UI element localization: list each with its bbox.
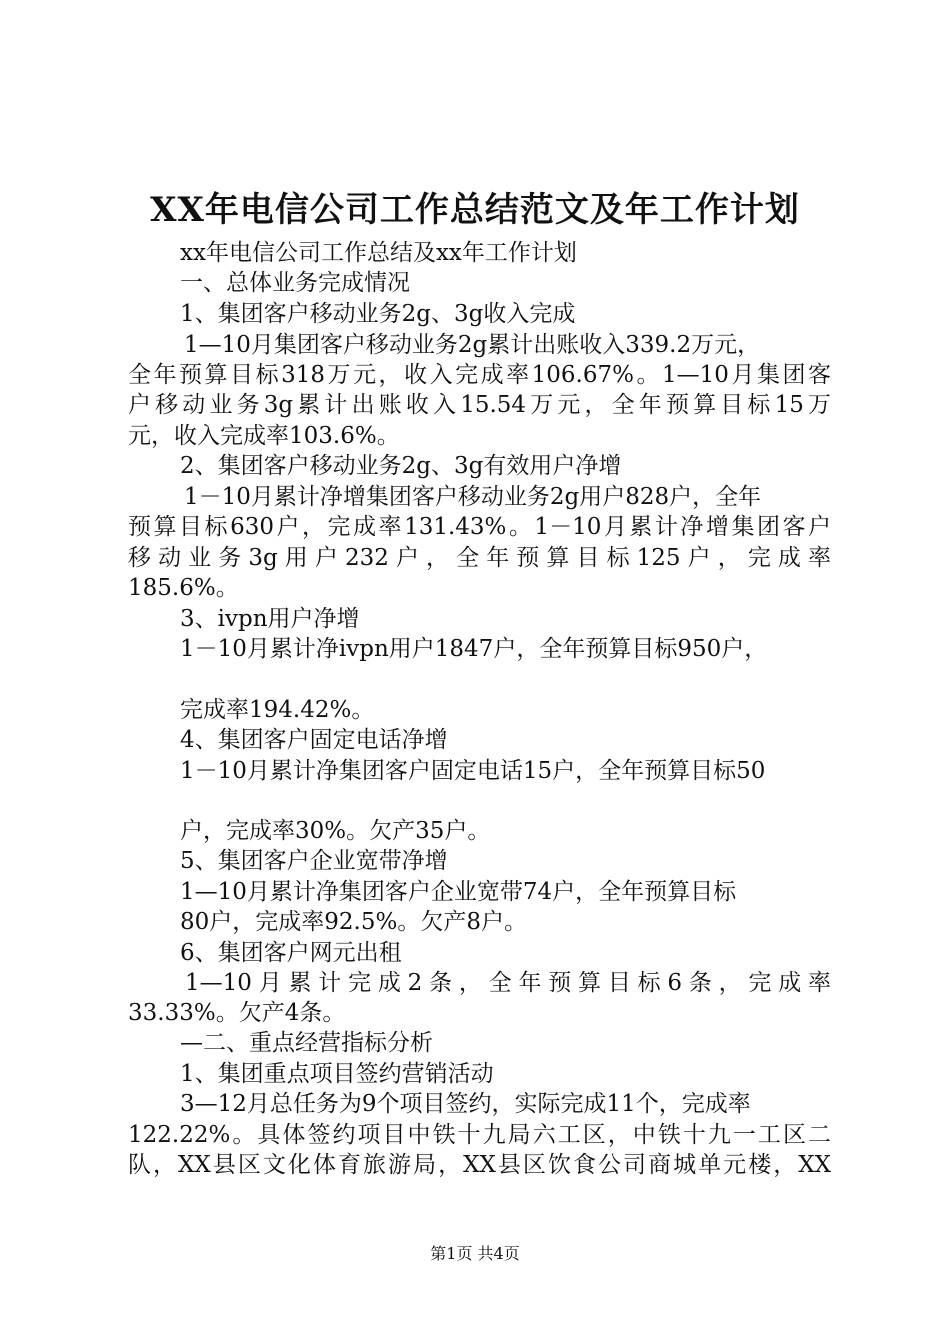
document-title: XX年电信公司工作总结范文及年工作计划 [150,190,800,230]
subtitle-line: xx年电信公司工作总结及xx年工作计划 [180,240,577,266]
item-heading: 1、集团客户移动业务2g、3g收入完成 [180,301,576,327]
paragraph-line: 1—10月集团客户移动业务2g累计出账收入339.2万元， [184,332,761,358]
section-heading: —二、重点经营指标分析 [180,1030,433,1056]
paragraph-line: 元，收入完成率103.6%。 [128,423,400,449]
item-heading: 3、ivpn用户净增 [180,606,360,632]
paragraph-line: 1—10月累计净集团客户企业宽带74户，全年预算目标 [180,879,737,905]
item-heading: 5、集团客户企业宽带净增 [180,848,448,874]
paragraph-line: 80户，完成率92.5%。欠产8户。 [180,909,527,935]
paragraph-line: 122.22%。具体签约项目中铁十九局六工区，中铁十九一工区二 [128,1122,831,1148]
paragraph-line: 185.6%。 [128,575,239,601]
paragraph-line: 全年预算目标318万元，收入完成率106.67%。1—10月集团客 [128,362,831,388]
paragraph-line: 1－10月累计净ivpn用户1847户，全年预算目标950户， [180,636,768,662]
item-heading: 1、集团重点项目签约营销活动 [180,1061,494,1087]
paragraph-line: 1—10月累计完成2条，全年预算目标6条，完成率 [185,970,831,996]
item-heading: 4、集团客户固定电话净增 [180,727,448,753]
page-number-footer: 第1页 共4页 [430,1244,520,1263]
section-heading: 一、总体业务完成情况 [180,270,410,296]
paragraph-line: 1－10月累计净增集团客户移动业务2g用户828户，全年 [184,484,762,510]
paragraph-line: 预算目标630户，完成率131.43%。1－10月累计净增集团客户 [128,514,831,540]
paragraph-line: 户，完成率30%。欠产35户。 [180,818,491,844]
paragraph-line: 户移动业务3g累计出账收入15.54万元，全年预算目标15万 [128,392,831,418]
item-heading: 2、集团客户移动业务2g、3g有效用户净增 [180,453,622,479]
paragraph-line: 3—12月总任务为9个项目签约，实际完成11个，完成率 [180,1091,751,1117]
paragraph-line: 队，XX县区文化体育旅游局，XX县区饮食公司商城单元楼，XX [128,1152,831,1178]
item-heading: 6、集团客户网元出租 [180,940,402,966]
paragraph-line: 33.33%。欠产4条。 [128,1000,346,1026]
paragraph-line: 移动业务3g用户232户，全年预算目标125户，完成率 [128,545,831,571]
paragraph-line: 完成率194.42%。 [180,697,375,723]
paragraph-line: 1－10月累计净集团客户固定电话15户，全年预算目标50 [180,758,766,784]
